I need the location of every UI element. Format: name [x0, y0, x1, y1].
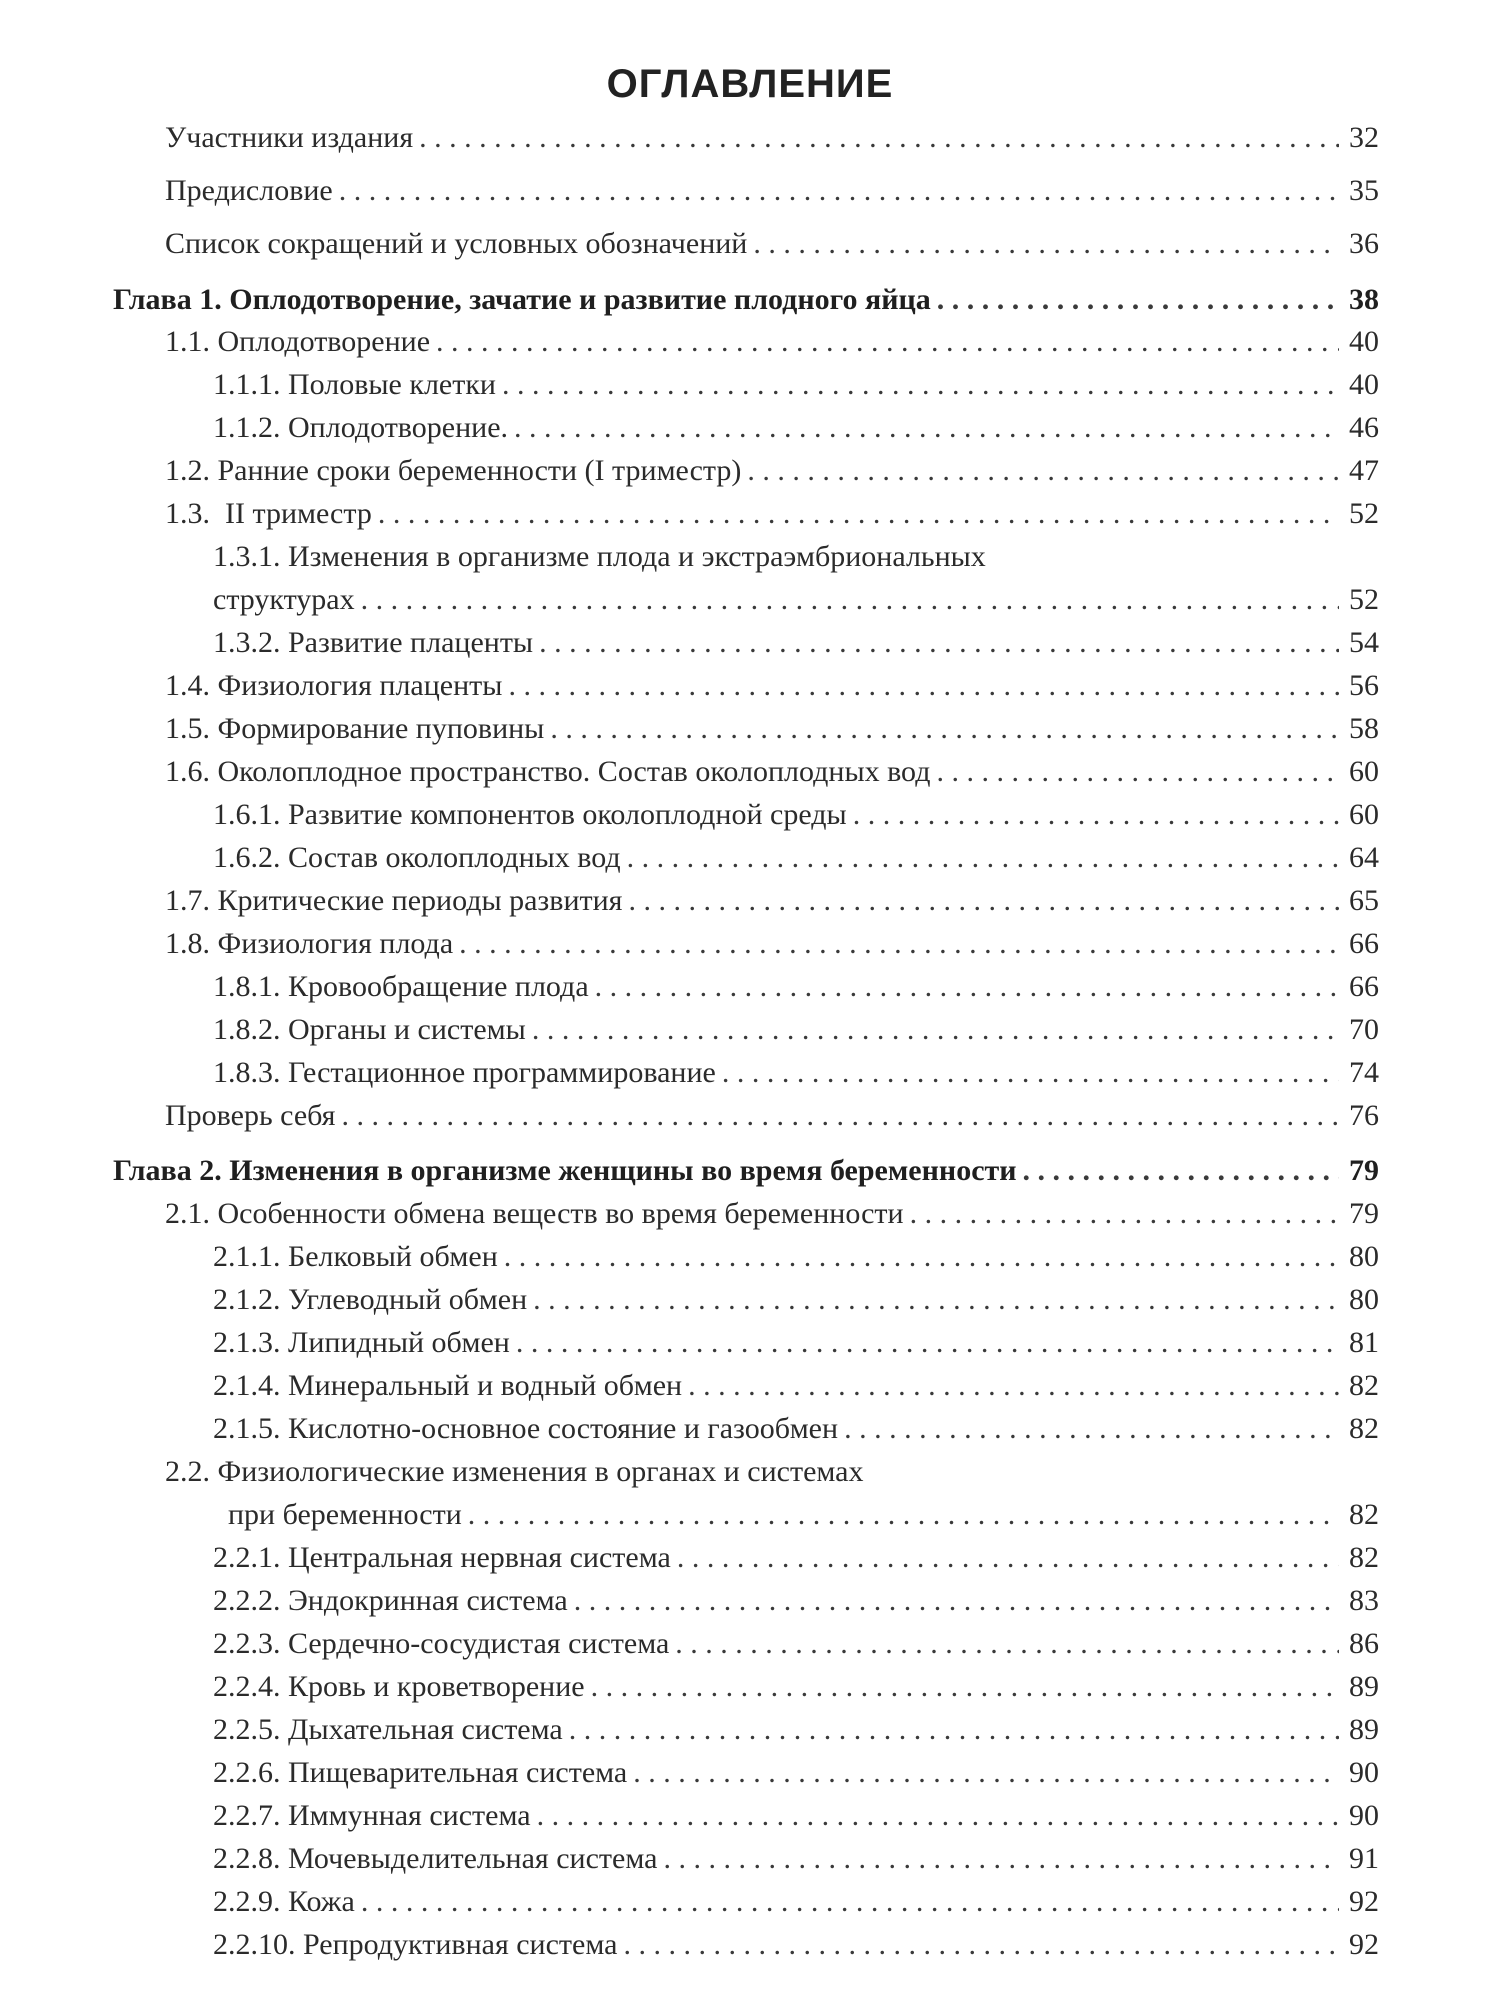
toc-page-number: 60 — [1349, 798, 1379, 831]
toc-entry[interactable] — [213, 840, 1379, 876]
toc-entry[interactable] — [213, 1239, 1379, 1275]
toc-page-number: 80 — [1349, 1240, 1379, 1273]
toc-page-number: 82 — [1349, 1369, 1379, 1402]
toc-entry-label: 2.2.2. Эндокринная система — [213, 1584, 568, 1617]
toc-entry-label: 1.1.1. Половые клетки — [213, 368, 496, 401]
toc-entry-label: 1.3.2. Развитие плаценты — [213, 626, 534, 659]
toc-entry[interactable] — [165, 883, 1379, 919]
dot-leader — [361, 582, 1339, 618]
toc-page-number: 52 — [1349, 497, 1379, 530]
dot-leader — [753, 226, 1339, 262]
toc-entry[interactable] — [165, 453, 1379, 489]
toc-entry-label: 2.1.4. Минеральный и водный обмен — [213, 1369, 683, 1402]
dot-leader — [937, 282, 1339, 318]
dot-leader — [677, 1540, 1339, 1576]
toc-entry-label: Глава 1. Оплодотворение, зачатие и развитие плодного яйца — [113, 283, 931, 316]
dot-leader — [378, 496, 1339, 532]
toc-entry-label-line1: 1.3.1. Изменения в организме плода и экстраэмбриональных — [213, 540, 986, 573]
dot-leader — [627, 840, 1339, 876]
toc-entry-label: 1.6. Околоплодное пространство. Состав околоплодных вод — [165, 755, 931, 788]
toc-entry-label: 1.4. Физиология плаценты — [165, 669, 503, 702]
toc-entry[interactable] — [165, 926, 1379, 962]
toc-entry-label: 2.2.1. Центральная нервная система — [213, 1541, 671, 1574]
toc-page-number: 83 — [1349, 1584, 1379, 1617]
toc-entry-label: 1.2. Ранние сроки беременности (I триместр) — [165, 454, 742, 487]
toc-entry[interactable] — [165, 754, 1379, 790]
dot-leader — [591, 1669, 1339, 1705]
dot-leader — [844, 1411, 1339, 1447]
dot-leader — [675, 1626, 1339, 1662]
toc-page-number: 64 — [1349, 841, 1379, 874]
toc-entry[interactable] — [213, 582, 1379, 618]
toc-entry-label: 2.2.5. Дыхательная система — [213, 1713, 563, 1746]
toc-page-number: 66 — [1349, 927, 1379, 960]
toc-page-number: 92 — [1349, 1885, 1379, 1918]
dot-leader — [688, 1368, 1339, 1404]
dot-leader — [502, 367, 1339, 403]
dot-leader — [910, 1196, 1339, 1232]
dot-leader — [419, 120, 1339, 156]
toc-page-number: 89 — [1349, 1670, 1379, 1703]
toc-page-number: 82 — [1349, 1541, 1379, 1574]
toc-entry-label: 2.2.10. Репродуктивная система — [213, 1928, 618, 1961]
dot-leader — [722, 1055, 1339, 1091]
toc-page-number: 76 — [1349, 1099, 1379, 1132]
toc-entry-label: 1.8. Физиология плода — [165, 927, 454, 960]
toc-entry-label: 2.1.1. Белковый обмен — [213, 1240, 498, 1273]
toc-entry[interactable] — [165, 324, 1379, 360]
toc-entry[interactable] — [213, 1884, 1379, 1920]
dot-leader — [339, 173, 1339, 209]
toc-entry[interactable] — [213, 1411, 1379, 1447]
dot-leader — [550, 711, 1339, 747]
toc-entry-label: 1.6.2. Состав околоплодных вод — [213, 841, 621, 874]
toc-entry[interactable] — [213, 1669, 1379, 1705]
toc-entry[interactable] — [165, 1196, 1379, 1232]
toc-page-number: 65 — [1349, 884, 1379, 917]
toc-page-number: 80 — [1349, 1283, 1379, 1316]
toc-entry-label: 2.2.6. Пищеварительная система — [213, 1756, 628, 1789]
toc-entry[interactable] — [165, 173, 1379, 209]
toc-entry-label: 2.2.7. Иммунная система — [213, 1799, 531, 1832]
toc-entry[interactable] — [165, 1098, 1379, 1134]
toc-page-number: 81 — [1349, 1326, 1379, 1359]
toc-entry-label: 2.2.9. Кожа — [213, 1885, 355, 1918]
dot-leader — [539, 625, 1339, 661]
toc-entry[interactable] — [213, 1055, 1379, 1091]
dot-leader — [569, 1712, 1339, 1748]
toc-entry-label: 2.2.3. Сердечно-сосудистая система — [213, 1627, 670, 1660]
dot-leader — [595, 969, 1339, 1005]
toc-entry-label: 1.8.1. Кровообращение плода — [213, 970, 589, 1003]
dot-leader — [514, 410, 1339, 446]
toc-chapter-entry[interactable] — [113, 282, 1379, 318]
toc-entry-label: при беременности — [228, 1498, 462, 1531]
toc-page-number: 40 — [1349, 325, 1379, 358]
toc-page-number: 90 — [1349, 1799, 1379, 1832]
toc-entry[interactable] — [213, 1583, 1379, 1619]
toc-entry[interactable] — [213, 1798, 1379, 1834]
toc-entry-label: Предисловие — [165, 174, 333, 207]
page-title: ОГЛАВЛЕНИЕ — [606, 62, 894, 106]
toc-entry[interactable] — [213, 1626, 1379, 1662]
toc-page-number: 74 — [1349, 1056, 1379, 1089]
toc-page-number: 32 — [1349, 121, 1379, 154]
toc-entry-label: 1.1. Оплодотворение — [165, 325, 431, 358]
toc-page-number: 70 — [1349, 1013, 1379, 1046]
dot-leader — [508, 668, 1339, 704]
toc-entry-label: Глава 2. Изменения в организме женщины во время беременности — [113, 1154, 1017, 1187]
toc-entry[interactable] — [165, 226, 1379, 262]
dot-leader — [574, 1583, 1339, 1619]
toc-entry[interactable] — [213, 1012, 1379, 1048]
toc-entry[interactable] — [213, 410, 1379, 446]
toc-page-number: 82 — [1349, 1498, 1379, 1531]
toc-page-number: 92 — [1349, 1928, 1379, 1961]
dot-leader — [504, 1239, 1339, 1275]
toc-entry-label-line1: 2.2. Физиологические изменения в органах и системах — [165, 1455, 864, 1488]
dot-leader — [623, 1927, 1339, 1963]
toc-page-number: 91 — [1349, 1842, 1379, 1875]
toc-page-number: 60 — [1349, 755, 1379, 788]
toc-entry-label: 2.1. Особенности обмена веществ во время беременности — [165, 1197, 904, 1230]
toc-page-number: 56 — [1349, 669, 1379, 702]
toc-entry-label: 1.6.1. Развитие компонентов околоплодной среды — [213, 798, 847, 831]
dot-leader — [459, 926, 1339, 962]
toc-page-number: 86 — [1349, 1627, 1379, 1660]
toc-entry-label: 2.2.4. Кровь и кроветворение — [213, 1670, 585, 1703]
dot-leader — [436, 324, 1339, 360]
toc-entry-label: Участники издания — [165, 121, 414, 154]
toc-entry[interactable] — [165, 668, 1379, 704]
dot-leader — [633, 1755, 1339, 1791]
toc-entry[interactable] — [213, 1755, 1379, 1791]
toc-entry[interactable] — [213, 969, 1379, 1005]
toc-page-number: 89 — [1349, 1713, 1379, 1746]
dot-leader — [516, 1325, 1339, 1361]
toc-entry[interactable] — [165, 496, 1379, 532]
dot-leader — [936, 754, 1339, 790]
toc-page-number: 52 — [1349, 583, 1379, 616]
toc-entry-label: 1.8.3. Гестационное программирование — [213, 1056, 716, 1089]
toc-page-number: 58 — [1349, 712, 1379, 745]
toc-entry-label: 1.8.2. Органы и системы — [213, 1013, 526, 1046]
toc-entry[interactable] — [165, 120, 1379, 156]
toc-page-number: 46 — [1349, 411, 1379, 444]
dot-leader — [1023, 1153, 1339, 1189]
toc-entry-label: 1.3. II триместр — [165, 497, 372, 530]
toc-page-number: 40 — [1349, 368, 1379, 401]
dot-leader — [663, 1841, 1339, 1877]
toc-entry[interactable] — [213, 1282, 1379, 1318]
toc-entry-label: 2.1.2. Углеводный обмен — [213, 1283, 528, 1316]
toc-entry[interactable] — [213, 367, 1379, 403]
dot-leader — [341, 1098, 1339, 1134]
toc-entry-label: 1.7. Критические периоды развития — [165, 884, 623, 917]
toc-entry-label: 2.1.3. Липидный обмен — [213, 1326, 510, 1359]
toc-page-number: 54 — [1349, 626, 1379, 659]
toc-entry[interactable] — [165, 711, 1379, 747]
toc-entry-label: структурах — [213, 583, 355, 616]
toc-entry[interactable] — [213, 1540, 1379, 1576]
dot-leader — [533, 1282, 1339, 1318]
toc-entry[interactable] — [213, 1841, 1379, 1877]
toc-entry-label: Список сокращений и условных обозначений — [165, 227, 748, 260]
toc-page-number: 90 — [1349, 1756, 1379, 1789]
dot-leader — [468, 1497, 1339, 1533]
dot-leader — [628, 883, 1339, 919]
toc-entry-label: 1.5. Формирование пуповины — [165, 712, 545, 745]
toc-page-number: 36 — [1349, 227, 1379, 260]
toc-entry-label: 1.1.2. Оплодотворение. — [213, 411, 509, 444]
dot-leader — [532, 1012, 1339, 1048]
toc-entry[interactable] — [213, 1368, 1379, 1404]
dot-leader — [537, 1798, 1339, 1834]
toc-page-number: 35 — [1349, 174, 1379, 207]
toc-page-number: 38 — [1349, 283, 1379, 316]
toc-page-number: 47 — [1349, 454, 1379, 487]
toc-page-number: 82 — [1349, 1412, 1379, 1445]
toc-entry[interactable] — [213, 1927, 1379, 1963]
dot-leader — [747, 453, 1339, 489]
dot-leader — [361, 1884, 1339, 1920]
toc-entry[interactable] — [213, 1712, 1379, 1748]
toc-page-number: 79 — [1349, 1197, 1379, 1230]
toc-entry-label: Проверь себя — [165, 1099, 336, 1132]
toc-entry[interactable] — [213, 625, 1379, 661]
toc-entry[interactable] — [213, 1325, 1379, 1361]
toc-page-number: 66 — [1349, 970, 1379, 1003]
toc-entry[interactable] — [213, 797, 1379, 833]
toc-page-number: 79 — [1349, 1154, 1379, 1187]
toc-entry-label: 2.2.8. Мочевыделительная система — [213, 1842, 658, 1875]
toc-chapter-entry[interactable] — [113, 1153, 1379, 1189]
toc-entry[interactable] — [228, 1497, 1379, 1533]
dot-leader — [853, 797, 1339, 833]
toc-entry-label: 2.1.5. Кислотно-основное состояние и газообмен — [213, 1412, 839, 1445]
